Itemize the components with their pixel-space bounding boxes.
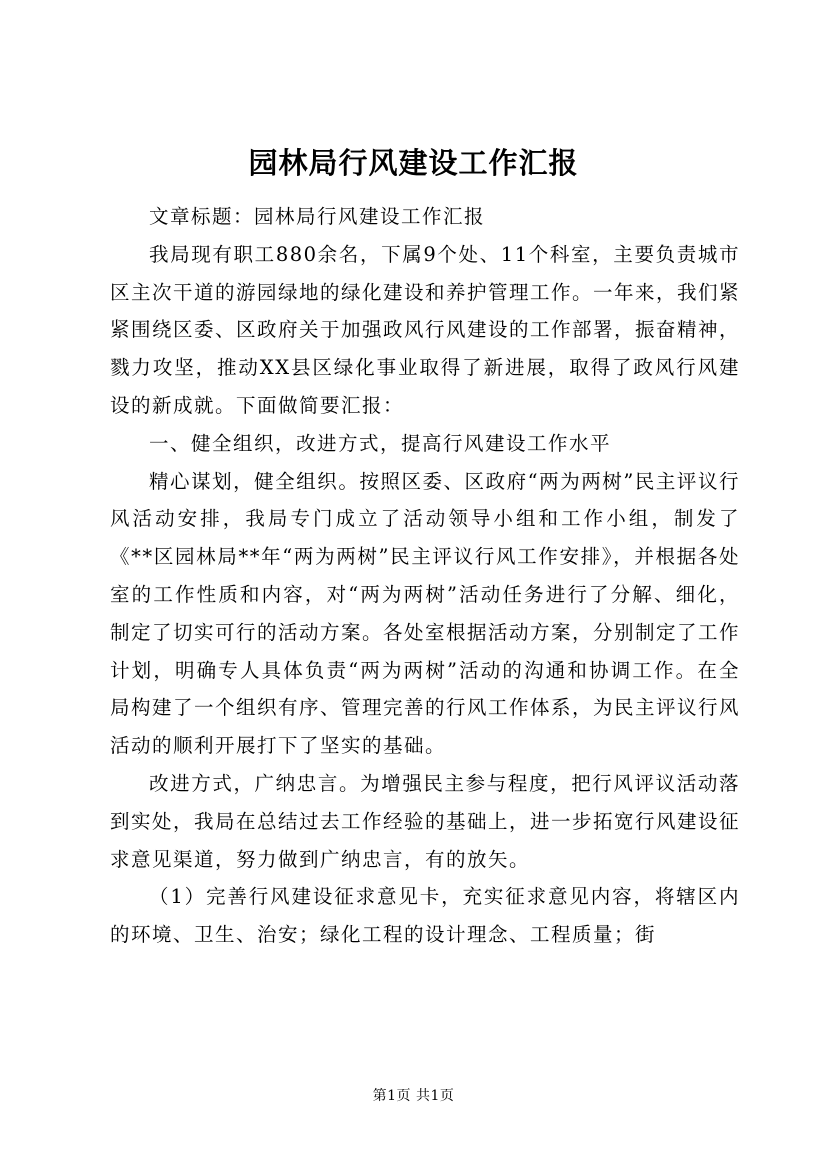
item-1-paragraph: （1）完善行风建设征求意见卡，充实征求意见内容，将辖区内的环境、卫生、治安；绿化工程的设计理念、工程质量；街 [110, 885, 740, 947]
article-title-line: 文章标题：园林局行风建设工作汇报 [149, 205, 486, 228]
section-heading: 一、健全组织，改进方式，提高行风建设工作水平 [149, 431, 612, 455]
method-paragraph: 改进方式，广纳忠言。为增强民主参与程度，把行风评议活动落到实处，我局在总结过去工作经验的基础上，进一步拓宽行风建设征求意见渠道，努力做到广纳忠言，有的放矢。 [110, 771, 741, 871]
document-title: 园林局行风建设工作汇报 [248, 146, 579, 180]
organization-paragraph: 精心谋划，健全组织。按照区委、区政府“两为两树”民主评议行风活动安排，我局专门成立了活动领导小组和工作小组，制发了《**区园林局**年“两为两树”民主评议行风工作安排》，并根据各处室的工作性质和内容，对“两为两树”活动任务进行了分解、细化，制定了切实可行的活动方案。各处室根据活动方案，分别制定了工作计划，明确专人具体负责“两为两树”活动的沟通和协调工作。在全局构建了一个组织有序、管理完善的行风工作体系，为民主评议行风活动的顺利开展打下了坚实的基础。 [110, 469, 741, 758]
document-body [110, 198, 740, 954]
intro-paragraph: 我局现有职工880余名，下属9个处、11个科室，主要负责城市区主次干道的游园绿地的绿化建设和养护管理工作。一年来，我们紧紧围绕区委、区政府关于加强政风行风建设的工作部署，振奋精神，戮力攻坚，推动XX县区绿化事业取得了新进展，取得了政风行风建设的新成就。下面做简要汇报： [110, 242, 741, 417]
page-footer: 第1页 共1页 [372, 1088, 455, 1104]
